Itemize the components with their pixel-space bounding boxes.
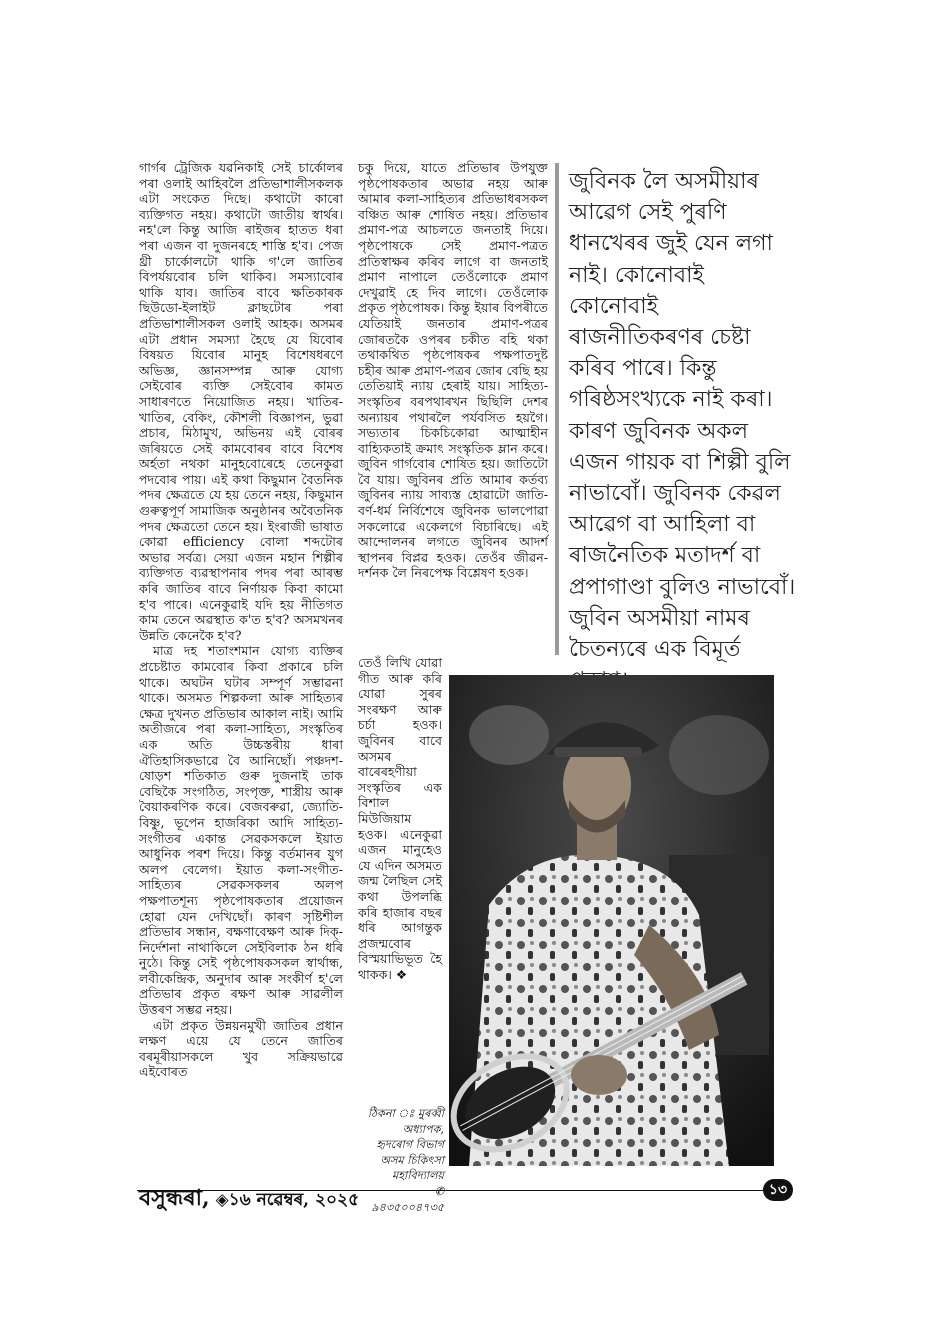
pull-quote-line: নাভাবোঁ। জুবিনক কেৱল	[569, 481, 781, 507]
pull-quote-line: জুবিন অসমীয়া নামৰ	[569, 605, 750, 631]
pull-quote-line: কাৰণ জুবিনক অকল	[569, 418, 749, 444]
author-label: ঠিকনা ঃ মুৰব্বী	[367, 1107, 444, 1120]
pull-quote-line: ধানখেৰৰ জুই যেন লগা	[569, 231, 773, 257]
article-paragraph: চকু দিয়ে, যাতে প্ৰতিভাৰ উপযুক্ত পৃষ্ঠপোষকতাৰ অভাৱ নহয় আৰু আমাৰ কলা-সাহিত্যৰ প্ৰতিভাধৰসকল বঞ্চিত আৰু শোষিত নহয়। প্ৰতিভাৰ প্ৰমাণ-পত্ৰ আচলতে জনতাই দিয়ে। পৃষ্ঠপোষকে সেই প্ৰমাণ-পত্ৰত প্ৰতিস্বাক্ষৰ কৰিব লাগে বা জনতাই প্ৰমাণ নাপালে তেওঁলোকে প্ৰমাণ দেখুৱাই হে দিব লাগে। তেওঁলোক প্ৰকৃত পৃষ্ঠপোষক। কিন্তু ইয়াৰ বিপৰীতে যেতিয়াই জনতাৰ প্ৰমাণ-পত্ৰৰ জোৰতকৈ ওপৰৰ চকীত বহি থকা তথাকথিত পৃষ্ঠপোষকৰ পক্ষপাতদুষ্ট চহীৰ আৰু প্ৰমাণ-পত্ৰৰ জোৰ বেছি হয় তেতিয়াই ন্যায় হেৰাই যায়। সাহিত্য-সংস্কৃতিৰ বৰপথাৰখন ছিছিলি দেশৰ অন্যায়ৰ পথাৰলৈ পৰ্যবসিত হয়গৈ। সভ্যতাৰ চিকচিকোৱা আত্মাহীন বাহ্যিকতাই ক্ৰমাৎ সংস্কৃতিক ম্লান কৰে। জুবিন গাৰ্গবোৰ শোষিত হয়। জাতিটো বৈ যায়। জুবিনৰ প্ৰতি আমাৰ কৰ্তব্য জুবিনৰ ন্যায় সাব্যস্ত হোৱাটো জাতি-বৰ্ণ-ধৰ্ম নিৰ্বিশেষে জুবিনক ভালপোৱা সকলোৱে একেলগে বিচাৰিছে। এই আন্দোলনৰ লগতে জুবিনৰ আদৰ্শ স্থাপনৰ বিপ্লৱ হওক। তেওঁৰ জীৱন-দৰ্শনক লৈ নিৰপেক্ষ বিশ্লেষণ হওক।	[358, 160, 548, 581]
magazine-name: বসুন্ধৰা,	[139, 1185, 210, 1211]
author-phone: ✆ ৯৪৩৫০০৪৭৩৫	[371, 1184, 444, 1214]
pull-quote-line: আৱেগ বা আহিলা বা	[569, 512, 756, 538]
pull-quote-line: এজন গায়ক বা শিল্পী বুলি	[569, 449, 791, 475]
article-column-1	[139, 160, 343, 1080]
article-closing-paragraph: তেওঁ লিখি যোৱা গীত আৰু কৰি যোৱা সুৰৰ সংৰক্ষণ আৰু চৰ্চা হওক। জুবিনৰ বাবে অসমৰ বাৰেৰহণীয়া সংস্কৃতিৰ এক বিশাল মিউজিয়াম হওক। এনেকুৱা এজন মানুহেও যে এদিন অসমত জন্ম লৈছিল সেই কথা উপলব্ধি কৰি হাজাৰ বছৰ ধৰি আগন্তুক প্ৰজন্মবোৰ বিস্ময়াভিভূত হৈ থাকক। ❖	[358, 655, 442, 982]
author-college-2: মহাবিদ্যালয়	[391, 1169, 444, 1183]
pull-quote-line: আৱেগ সেই পুৰণি	[569, 200, 727, 226]
pull-quote-line: কৰিব পাৰে। কিন্তু	[569, 356, 717, 382]
article-column-2	[358, 160, 548, 581]
article-paragraph: মাত্ৰ দহ শতাংশমান যোগ্য ব্যক্তিৰ প্ৰচেষ্টাত কামবোৰ কিবা প্ৰকাৰে চলি থাকে। অঘটন ঘটাৰ সম্পূৰ্ণ সম্ভাৱনা থাকে। অসমত শিল্পকলা আৰু সাহিত্যৰ ক্ষেত্ৰ দুখনত প্ৰতিভাৰ আকাল নাই। আমি অতীজৰে পৰা কলা-সাহিত্য, সংস্কৃতিৰ এক অতি উচ্চস্তৰীয় ধাৰা ঐতিহাসিকভাৱে বৈ আনিছোঁ। পঞ্চদশ-ষোড়শ শতিকাত গুৰু দুজনাই তাক বেছিকৈ সংগঠিত, সংপৃক্ত, শাস্ত্ৰীয় আৰু বৈয়াকৰণিক কৰে। বেজবৰুৱা, জ্যোতি-বিষ্ণু, ভূপেন হাজৰিকা আদি সাহিত্য-সংগীতৰ একান্ত সেৱকসকলে ইয়াত আধুনিক পৰশ দিয়ে। কিন্তু বৰ্তমানৰ যুগ অলপ বেলেগ। ইয়াত কলা-সংগীত-সাহিত্যৰ সেৱকসকলৰ অলপ পক্ষপাতশূন্য পৃষ্ঠপোষকতাৰ প্ৰয়োজন হোৱা যেন দেখিছোঁ। কাৰণ সৃষ্টিশীল প্ৰতিভাৰ সন্ধান, বক্ষণাবেক্ষণ আৰু দিক্-নিৰ্দেশনা নাথাকিলে সেইবিলাক ঠন ধৰি নুঠে। কিন্তু সেই পৃষ্ঠপোষকসকল স্বাৰ্থান্ধ, লবীকেন্দ্ৰিক, অনুদাৰ আৰু সংকীৰ্ণ হ'লে প্ৰতিভাৰ প্ৰকৃত ৰক্ষণ আৰু সাৱলীল উত্তৰণ সম্ভৱ নহয়।	[139, 643, 343, 1018]
author-college-1: অসম চিকিৎসা	[380, 1153, 444, 1167]
article-paragraph: গাৰ্গৰ ট্ৰেজিক যৱনিকাই সেই চাৰ্কোলৰ পৰা ওলাই আহিবলৈ প্ৰতিভাশালীসকলক এটা সংকেত দিছে। কথাটো কাৰো ব্যক্তিগত নহয়। কথাটো জাতীয় স্বাৰ্থৰ। নহ'লে কিন্তু আজি ৰাইজৰ হাতত ধৰা পৰা এজন বা দুজনৰহে শাস্তি হ'ব। পেজ থ্ৰী চাৰ্কোলটো থাকি গ'লে জাতিৰ বিপৰ্যয়বোৰ চলি থাকিব। সমস্যাবোৰ থাকি যাব। জাতিৰ বাবে ক্ষতিকাৰক ছিউডো-ইলাইট ক্লাছটোৰ পৰা প্ৰতিভাশালীসকল ওলাই আহক। অসমৰ এটা প্ৰধান সমস্যা হৈছে যে যিবোৰ বিষয়ত যিবোৰ মানুহ বিশেষধৰণে অভিজ্ঞ, জ্ঞানসম্পন্ন আৰু যোগ্য সেইবোৰ ব্যক্তি সেইবোৰ কামত সাধাৰণতে নিয়োজিত নহয়। খাতিৰ-খাতিৰ, বেকিং, কৌশলী বিজ্ঞাপন, ভুৱা প্ৰচাৰ, মিঠামুখ, অভিনয় এই বোৰৰ জৰিয়তে সেই কামবোৰৰ বাবে বিশেষ অৰ্হতা নথকা মানুহবোৰেহে তেনেকুৱা পদবোৰ পায়। এই কথা কিছুমান বৈতনিক পদৰ ক্ষেত্ৰতে যে হয় তেনে নহয়, কিছুমান গুৰুত্বপূৰ্ণ সামাজিক অনুষ্ঠানৰ অবৈতনিক পদৰ ক্ষেত্ৰতো তেনে হয়। ইংৰাজী ভাষাত কোৱা efficiency বোলা শব্দটোৰ অভাৱ সৰ্বত্ৰ। সেয়া এজন মহান শিল্পীৰ ব্যক্তিগত ব্যৱস্থাপনাৰ পদৰ পৰা আৰম্ভ কৰি জাতিৰ বাবে নিৰ্ণায়ক কিবা কামো হ'ব পাৰে। এনেকুৱাই যদি হয় নীতিগত কাম তেনে অৱস্থাত ক'ত হ'ব? অসমখনৰ উন্নতি কেনেকৈ হ'ব?	[139, 160, 343, 643]
pull-quote	[569, 166, 819, 696]
article-column-3	[358, 655, 442, 982]
pull-quote-bar	[555, 163, 559, 655]
pull-quote-line: জুবিনক লৈ অসমীয়াৰ	[569, 169, 759, 194]
issue-date: ◈১৬ নৱেম্বৰ, ২০২৫	[215, 1190, 360, 1210]
footer-publication	[139, 1181, 359, 1218]
article-paragraph: এটা প্ৰকৃত উন্নয়নমুখী জাতিৰ প্ৰধান লক্ষণ এয়ে যে তেনে জাতিৰ বৰমূৰীয়াসকলে খুব সক্ৰিয়ভাৱে এইবোৰত	[139, 1017, 343, 1080]
pull-quote-line: নাই। কোনোবাই	[569, 262, 704, 288]
musician-photo-illustration	[449, 675, 774, 1166]
pull-quote-line: প্ৰপাগাণ্ডা বুলিও নাভাবোঁ।	[569, 574, 796, 600]
pull-quote-line: গৰিষ্ঠসংখ্যকে নাই কৰা।	[569, 387, 773, 413]
pull-quote-line: ৰাজনীতিকৰণৰ চেষ্টা	[569, 325, 751, 351]
pull-quote-line: ৰাজনৈতিক মতাদৰ্শ বা	[569, 543, 761, 569]
author-dept: হৃদৰোগ বিভাগ	[376, 1138, 444, 1152]
author-credit	[362, 1106, 444, 1215]
pull-quote-line: কোনোবাই	[569, 293, 659, 319]
page-number-badge: ১৩	[763, 1179, 793, 1201]
pull-quote-line: চৈতন্যৰে এক বিমূৰ্ত	[569, 637, 741, 663]
musician-photo	[449, 675, 774, 1166]
author-role: অধ্যাপক,	[402, 1122, 444, 1136]
